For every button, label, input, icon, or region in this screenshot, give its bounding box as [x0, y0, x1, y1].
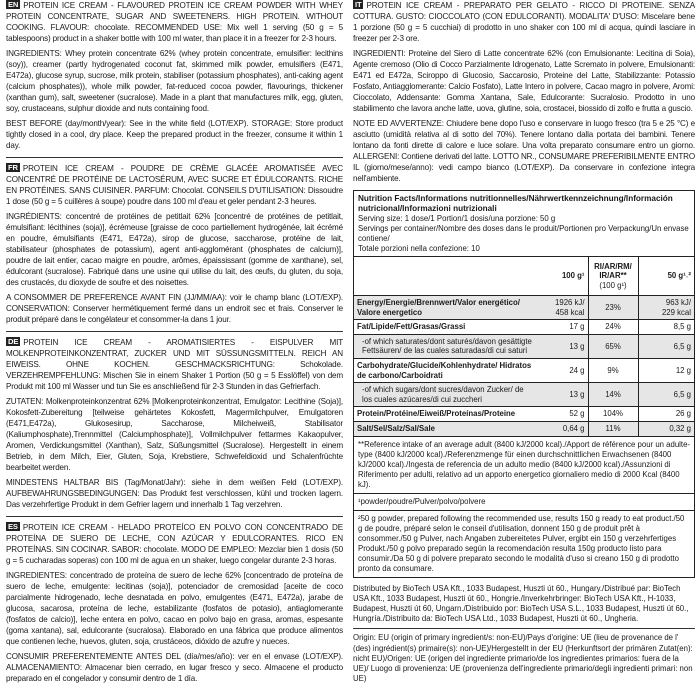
protein-label: Protein/Protéine/Eiweiß/Proteínas/Proteine	[354, 407, 538, 422]
carbohydrate-50g: 12 g	[638, 358, 694, 382]
salt-50g: 0,32 g	[638, 421, 694, 435]
carbohydrate-100g: 24 g	[538, 358, 588, 382]
fat-label: Fat/Lipide/Fett/Grasas/Grassi	[354, 320, 538, 335]
nutrition-table-box	[353, 190, 695, 578]
serving-size: Serving size: 1 dose/1 Portion/1 dosis/una porzione: 50 g	[358, 214, 556, 223]
it-intro	[353, 0, 695, 44]
salt-label: Salt/Sel/Salz/Sal/Sale	[354, 421, 538, 435]
energy-100g	[538, 296, 588, 320]
row-saturates	[354, 334, 694, 358]
row-salt	[354, 421, 694, 435]
powder-note: ¹powder/poudre/Pulver/polvo/polvere	[354, 493, 694, 510]
lang-tag-it: IT	[355, 0, 362, 9]
sugars-100g: 13 g	[538, 383, 588, 407]
section-fr	[6, 163, 343, 325]
saturates-50g: 6,5 g	[638, 334, 694, 358]
section-de	[6, 337, 343, 510]
energy-50g	[638, 296, 694, 320]
energy-label: Energy/Energie/Brennwert/Valor energético/ Valore energetico	[354, 296, 538, 320]
row-protein	[354, 407, 694, 422]
section-en	[6, 0, 343, 151]
fat-ri: 24%	[588, 320, 638, 335]
servings-per-container: Servings per container/Nombre des doses dans le produit/Portionen pro Verpackung/Un envase contiene/	[358, 224, 689, 243]
es-intro-text: PROTEIN ICE CREAM - HELADO PROTEÍCO EN POLVO CON CONCENTRADO DE PROTEÍNA DE SUERO DE LECHE, CON AZÚCAR Y EDULCORANTES. RICO EN PROTEÍNAS. SIN COCINAR. SABOR: chocolate. MODO DE EMPLEO: Mezclar bien 1 dosis (50 g = 5 cucharadas soperas) con 100 ml de agua en un shaker, luego congelar durante 2-3 horas.	[6, 523, 343, 565]
fr-ingredients: INGRÉDIENTS: concentré de protéines de petitlait 62% [concentré de protéines de petitlait, émulsifiant: lécithines (soja)], écrémeuse [graisse de coco partiellement hydrogénée, lait écrémé en poudre, émulsifiants (E471, E472a), sirop de glucose, saccharose, protéine de lait, stabilisateur (phosphates de potassium), agent anti-agglomérant (phosphates de calcium)], poudre de lait entier, cacao maigre en poudre, arômes, épaississant (gomme de xanthane), sel, édulcorant (sucralose). Fabriqué dans une usine qui utilise du lait, des œufs, du gluten, du soja, des crustacés, du dioxyde de soufre et des noisettes.	[6, 212, 343, 287]
section-es	[6, 522, 343, 684]
lang-tag-de: DE	[8, 337, 19, 346]
divider	[6, 331, 343, 332]
header-ri	[588, 257, 638, 296]
es-intro	[6, 522, 343, 566]
right-column	[353, 0, 695, 700]
nutrition-title: Nutrition Facts/Informations nutritionnelles/Nährwertkennzeichnung/Información nutricional/Informazioni nutrizionali	[358, 194, 673, 213]
divider	[6, 516, 343, 517]
section-it	[353, 0, 695, 184]
nutrition-table	[354, 256, 694, 436]
de-storage: MINDESTENS HALTBAR BIS (Tag/Monat/Jahr): siehe in dem weißen Feld (LOT/EXP). AUFBEWAHRUNGSBEDINGUNGEN: Das Produkt fest verschlossen, kühl und trocken lagern. Das verzehrfertige Produkt in dem Gefrier lagern und innerhalb 1 Tag verzehren.	[6, 478, 343, 509]
energy-50g-kcal: 229 kcal	[661, 307, 691, 317]
origin-text: Origin: EU (origin of primary ingredient/s: non-EU)/Pays d'origine: UE (lieu de provenance de l' (des) ingrédient(s) primaire(s): non-UE)/Hergestellt in der EU (Herkunftsort der primären Zutat(en): nicht EU)/Origen: UE (origen del ingrediente primario/de los ingredientes primarios: fuera de la UE)/ Luogo di provenienza: UE (provenienza dell'ingrediente primario/degli ingredienti primari: non UE)	[353, 633, 693, 684]
energy-ri: 23%	[588, 296, 638, 320]
protein-ri: 104%	[588, 407, 638, 422]
en-storage: BEST BEFORE (day/month/year): See in the white field (LOT/EXP). STORAGE: Store product tightly closed in a cool, dry place. Keep the prepared product in the freezer, consume it within 1 day.	[6, 119, 343, 150]
lang-tag-en: EN	[8, 0, 19, 9]
preparation-note: ²50 g powder, prepared following the recommended use, results 150 g ready to eat product./50 g de poudre, préparé selon le conseil d'utilisation, donnent 150 g de produit prêt à consommer./50 g Pulver, nach Angaben zubereitetes Pulver, ergibt ein 150 g verzehrfertiges Produkt./50 g polvo preparado según la recomendación resulta 150g producto listo para consumir./Da 50 g di polvere preparato secondo le modalità d'uso si creano 150 g di prodotto pronto da consumare.	[354, 510, 694, 577]
header-50g: 50 g¹˒²	[638, 257, 694, 296]
en-intro-text: PROTEIN ICE CREAM - FLAVOURED PROTEIN ICE CREAM POWDER WITH WHEY PROTEIN CONCENTRATE, SUGAR AND SWEETENERS. HIGH PROTEIN. WITHOUT COOKING. FLAVOUR: chocolate. RECOMMENDED USE: Mix well 1 serving (50 g = 5 tablespoons) product in a shaker bottle with 100 ml water, than place it in a freezer for 2-3 hours.	[6, 1, 343, 43]
en-ingredients: INGREDIENTS: Whey protein concentrate 62% (whey protein concentrate, emulsifier: lecithins (soy)), creamer (partly hydrogenated coconut fat, skimmed milk powder, emulsifiers (E471, E472a), glucose syrup, sucrose, milk protein, stabiliser (potassium phosphates), anti-caking agent (calcium phosphates)), whole milk powder, fat-reduced cocoa powder, flavourings, thickener (xanthan gum), salt, sweetener (sucralose). Made in a plant that manufactures milk, egg, gluten, soy, crustaceans, sulphur dioxide and nuts containing food.	[6, 49, 343, 113]
header-ri-line2: IR/AR**	[599, 271, 627, 281]
de-intro	[6, 337, 343, 392]
saturates-label: -of which saturates/dont saturés/davon gesättigte Fettsäuren/ de las cuales saturadas/di cui saturi	[354, 334, 538, 358]
fr-storage: A CONSOMMER DE PREFERENCE AVANT FIN (JJ/MM/AA): voir le champ blanc (LOT/EXP). CONSERVATION: Conserver hermétiquement fermé dans un endroit sec et frais. Conserver le produit préparé dans le congélateur et consommer-la dans 1 jour.	[6, 293, 343, 324]
es-ingredients: INGREDIENTES: concentrado de proteína de suero de leche 62% [concentrado de proteína de suero de leche, emulgente: lecitinas (soja)], potenciador de cremosidad [aceite de coco parcialmente hidrogenado, leche desnatada en polvo, emulgentes (E471, E472a), jarabe de glucosa, sacarosa, proteína de leche, estabilizante (fosfatos de potasio), antiaglomerante (fosfatos de calcio)], leche entera en polvo, cacao en polvo bajo en grasa, aromas, espesante (goma xantana), sal, edulcorante (sucralosa). Elaborado en una fábrica que produce alimentos que contienen leche, huevos, gluten, soja, crustáceos, dióxido de azufre y nueces.	[6, 571, 343, 646]
nutrition-header	[354, 191, 694, 256]
it-ingredients: INGREDIENTI: Proteine del Siero di Latte concentrate 62% (con Emulsionante: Lecitina di Soia), Agente cremoso (Olio di Cocco Parzialmente Idrogenato, Latte Scremato in polvere, Emulsionanti: E471 ed E472a, Sciroppo di Glucosio, Saccarosio, Proteine del Latte, Stabilizzante: Potassio Fosfato, Antiagglomerante: Calcio Fosfato), Latte Intero in polvere, Cacao magro in polvere, Aromi: Cioccolato, Addensante: Gomma Xantana, Sale, Edulcorante: Sucralosio. Prodotto in uno stabilimento che lavora anche latte, uova, glutine, soia, crostacei, biossido di zolfo e frutta a guscio.	[353, 49, 695, 113]
sugars-label: -of which sugars/dont sucres/davon Zucker/ de los cuales azúcares/di cui zuccheri	[354, 383, 538, 407]
it-intro-text: PROTEIN ICE CREAM - PREPARATO PER GELATO - RICCO DI PROTEINE. SENZA COTTURA. GUSTO: CIOCCOLATO (CON EDULCORANTI). MODALITA' D'USO: Miscelare bene 1 porzione (50 g = 5 cucchiai) di prodotto in uno shaker con 100 ml di acqua, quindi lasciare in freezer per 2-3 ore.	[353, 1, 695, 43]
fr-intro	[6, 163, 343, 207]
salt-ri: 11%	[588, 421, 638, 435]
lang-tag-fr: FR	[8, 163, 18, 172]
energy-100g-kcal: 458 kcal	[555, 307, 585, 317]
row-carbohydrate	[354, 358, 694, 382]
header-100g: 100 g¹	[538, 257, 588, 296]
sugars-50g: 6,5 g	[638, 383, 694, 407]
sugars-ri: 14%	[588, 383, 638, 407]
header-ri-line3: (100 g¹)	[599, 280, 627, 290]
de-ingredients: ZUTATEN: Molkenproteinkonzentrat 62% [Molkenproteinkonzentrat, Emulgator: Lecithine (Soja)], Kokosfett-Zubereitung [teilweise gehärtetes Kokosfett, Magermilchpulver, Emulgatoren (E471,E472a), Glukosesirup, Saccharose, Milcheiweiß, Stabilisator (Kaliumphosphate),Trennmittel (Calciumphosphate)], Vollmilchpulver fettarmes Kakaopulver, Aromen, Verdickungsmittel (Xanthan), Salz, Süßungsmittel (Sucralose). Hergestellt in einem Betrieb, in dem Milch, Eier, Gluten, Soja, Krebstiere, Schwefeldioxid und Schalenfrüchte bearbeitet werden.	[6, 397, 343, 472]
en-intro	[6, 0, 343, 44]
it-notes: NOTE ED AVVERTENZE: Chiudere bene dopo l'uso e conservare in luogo fresco (tra 5 e 25 °C) e asciutto (umidità relativa al di sotto del 70%). Tenere lontano dalla portata dei bambini. Tenere lontano da fonti dirette di calore e luce solare. Una volta preparato consumare entro un giorno. ALLERGENI: Contiene derivati del latte. LOTTO NR., CONSUMARE PREFERIBILMENTE ENTRO IL (giorno/mese/anno): vedi campo bianco (LOT/EXP). Da conservare in confezione integra nell'ambiente.	[353, 119, 695, 183]
divider	[6, 157, 343, 158]
divider	[353, 628, 695, 629]
carbohydrate-label: Carbohydrate/Glucide/Kohlenhydrate/ Hidratos de carbono/Carboidrati	[354, 358, 538, 382]
de-intro-text: PROTEIN ICE CREAM - AROMATISIERTES - EISPULVER MIT MOLKENPROTEINKONZENTRAT, ZUCKER UND MIT SÜSSUNGSMITTELN. REICH AN EIWEISS. OHNE KOCHEN. GESCHMACKSRICHTUNG: Schokolade. VERZEHREMPFEHLUNG: Mischen Sie in einem Shaker 1 Portion (50 g = 5 Esslöffel) von dem Produkt mit 100 ml Wasser und tun Sie es anschließend für 2-3 Stunden in das Gefrierfach.	[6, 338, 343, 391]
row-fat	[354, 320, 694, 335]
total-servings: Totale porzioni nella confezione: 10	[358, 244, 480, 253]
protein-100g: 52 g	[538, 407, 588, 422]
fr-intro-text: PROTEIN ICE CREAM - POUDRE DE CRÈME GLACÉE AROMATISÉE AVEC CONCENTRÉ DE PROTÉINE DE LACTOSÉRUM, AVEC SUCRE ET ÉDULCORANTS. RICHE EN PROTÉINES. SANS CUISINER. PARFUM: Chocolat. CONSEILS D'UTILISATION: Dissoudre 1 dose (50 g = 5 cuillères à soupe) poudre dans 100 ml d'eau et geler pendant 2-3 heures.	[6, 164, 343, 206]
es-storage: CONSUMIR PREFERENTEMENTE ANTES DEL (día/mes/año): ver en el envase (LOT/EXP). ALMACENAMIENTO: Almacenar bien cerrado, en lugar fresco y seco. Almacene el producto preparado en el congelador y consumir dentro de 1 día.	[6, 652, 343, 683]
carbohydrate-ri: 9%	[588, 358, 638, 382]
fat-100g: 17 g	[538, 320, 588, 335]
header-blank	[354, 257, 538, 296]
protein-50g: 26 g	[638, 407, 694, 422]
saturates-100g: 13 g	[538, 334, 588, 358]
energy-50g-kj: 963 kJ/	[665, 298, 691, 307]
fat-50g: 8,5 g	[638, 320, 694, 335]
row-sugars	[354, 383, 694, 407]
lang-tag-es: ES	[8, 522, 18, 531]
reference-intake-note: **Reference intake of an average adult (8400 kJ/2000 kcal)./Apport de référence pour un adulte-type (8400 kJ/2000 kcal)./Referenzmenge für einen durchschnittlichen Erwachsenen (8400 kJ/2000 kcal)./Ingesta de referencia de un adulto medio (8400 kJ/2000 kcal)./Assunzioni di Riferimento per adulti, relativo ad un apporto energetico giornaliero medio di 2000 Kcal (8400 kJ).	[354, 436, 694, 493]
salt-100g: 0,64 g	[538, 421, 588, 435]
saturates-ri: 65%	[588, 334, 638, 358]
energy-100g-kj: 1926 kJ/	[555, 298, 585, 307]
distributor-text: Distributed by BioTech USA Kft., 1033 Budapest, Huszti út 60., Hungary./Distribué par: BioTech USA Kft., 1033 Budapest, Huszti út 60., Hongrie./Inverkehrbringer: BioTech USA Kft., H-1033, Budapest, Huszti út 60, Ungarn./Distribuido por: BioTech USA S.L., 1033 Budapest, Huszti út 60., Hungría./Distribuito da: BioTech USA Ltd., 1033 Budapest, Huszti út 60., Ungheria.	[353, 583, 689, 624]
left-column	[6, 0, 343, 700]
row-energy	[354, 296, 694, 320]
header-ri-line1: RI/AR/RM/	[594, 261, 632, 271]
nutrition-meta	[358, 214, 690, 254]
nutrition-column-header	[354, 257, 694, 296]
